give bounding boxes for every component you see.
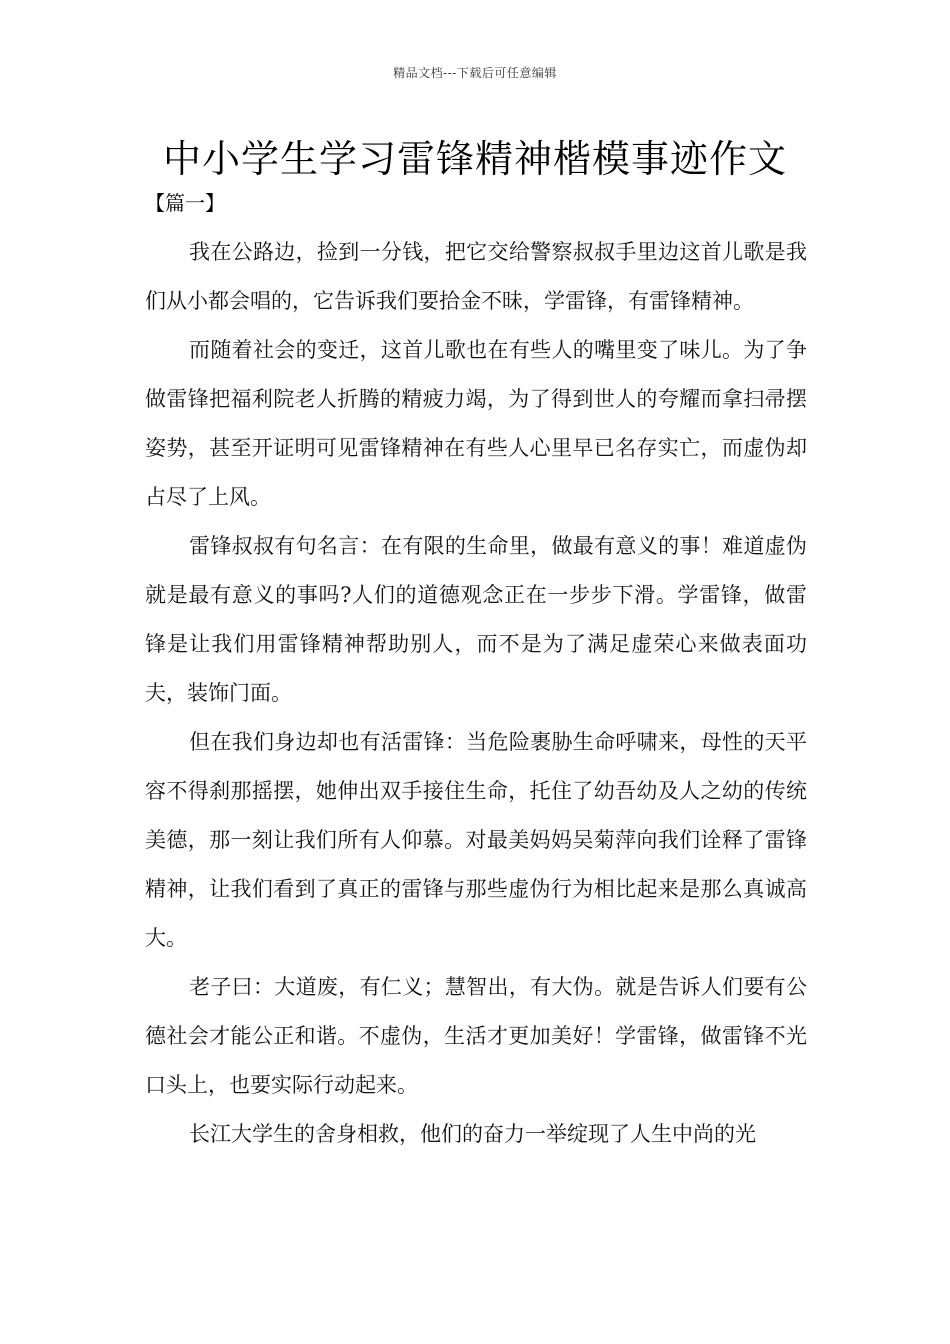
paragraph-6: 长江大学生的舍身相救，他们的奋力一举绽现了人生中尚的光: [189, 1122, 756, 1146]
paragraph-3: 雷锋叔叔有句名言：在有限的生命里，做最有意义的事！难道虚伪就是最有意义的事吗?人们的道德观念正在一步步下滑。学雷锋，做雷锋是让我们用雷锋精神帮助别人，而不是为了满足虚荣心来做表面功夫，装饰门面。: [145, 534, 807, 705]
paragraph-1: 我在公路边，捡到一分钱，把它交给警察叔叔手里边这首儿歌是我们从小都会唱的，它告诉我们要拾金不昧，学雷锋，有雷锋精神。: [145, 240, 807, 313]
paragraph-2: 而随着社会的变迁，这首儿歌也在有些人的嘴里变了味儿。为了争做雷锋把福利院老人折腾的精疲力竭，为了得到世人的夸耀而拿扫帚摆姿势，甚至开证明可见雷锋精神在有些人心里早已名存实亡，而虚伪却占尽了上风。: [145, 338, 807, 509]
paragraph-5: 老子曰：大道废，有仁义；慧智出，有大伪。就是告诉人们要有公德社会才能公正和谐。不虚伪，生活才更加美好！学雷锋，做雷锋不光口头上，也要实际行动起来。: [145, 975, 807, 1097]
document-title: 中小学生学习雷锋精神楷模事迹作文: [162, 137, 787, 181]
document-body: [145, 228, 807, 1159]
section-label: 【篇一】: [145, 191, 225, 215]
paragraph-4: 但在我们身边却也有活雷锋：当危险裹胁生命呼啸来，母性的天平容不得刹那摇摆，她伸出双手接住生命，托住了幼吾幼及人之幼的传统美德，那一刻让我们所有人仰慕。对最美妈妈吴菊萍向我们诠释了雷锋精神，让我们看到了真正的雷锋与那些虚伪行为相比起来是那么真诚高大。: [145, 730, 807, 950]
header-watermark: 精品文档---下载后可任意编辑: [393, 66, 557, 80]
